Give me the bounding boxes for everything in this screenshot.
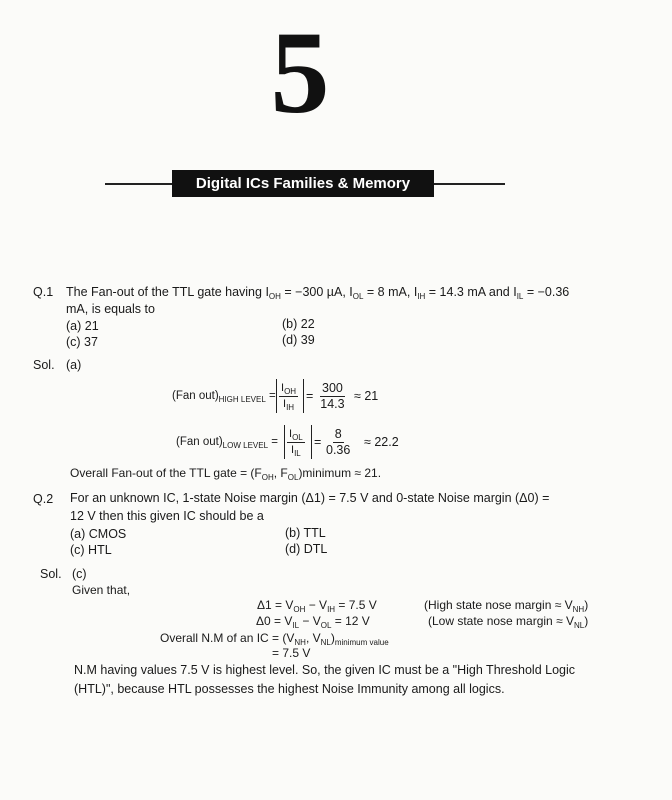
fanout-low-numeric <box>326 427 350 458</box>
text-segment: (Fan out) <box>176 436 223 448</box>
q1-sol-label: Sol. <box>33 358 55 372</box>
q1-option-c: (c) 37 <box>66 335 98 349</box>
text-segment: I <box>513 285 517 299</box>
subscript: OL <box>287 473 299 482</box>
subscript: NL <box>574 621 585 630</box>
note-low <box>428 613 588 629</box>
conclusion-line1: N.M having values 7.5 V is highest level. So, the given IC must be a "High Threshold Logic <box>74 663 576 677</box>
subscript: IL <box>294 449 301 458</box>
denominator: 0.36 <box>326 443 351 457</box>
q2-option-d: (d) DTL <box>285 542 328 556</box>
text-segment: The Fan-out of the TTL gate having <box>66 285 266 299</box>
q2-text-line2: 12 V then this given IC should be a <box>70 509 264 523</box>
q1-option-b: (b) 22 <box>282 317 315 331</box>
fanout-low-result: ≈ 22.2 <box>364 435 399 449</box>
subscript: IH <box>286 403 295 412</box>
subscript: HIGH LEVEL <box>218 395 266 404</box>
numerator <box>287 427 305 443</box>
q1-text-line1 <box>66 284 569 300</box>
fanout-high-numeric <box>320 381 345 412</box>
text-segment: I <box>413 285 418 299</box>
fanout-low-symbolic <box>287 427 305 458</box>
q2-option-a: (a) CMOS <box>70 527 127 541</box>
fanout-high-result: ≈ 21 <box>354 389 379 403</box>
subscript: OL <box>292 433 303 442</box>
denominator: 14.3 <box>320 397 345 411</box>
text-segment: I <box>281 382 285 394</box>
subscript: NL <box>320 638 331 647</box>
subscript: IH <box>417 292 426 301</box>
text-segment: Δ1 = V <box>257 598 294 612</box>
eq-overall-value: = 7.5 V <box>272 646 311 660</box>
eq-delta1 <box>257 597 377 613</box>
text-segment: , V <box>305 631 321 645</box>
text-segment: Δ0 = V <box>256 614 293 628</box>
subscript: NH <box>294 638 306 647</box>
q1-label: Q.1 <box>33 285 54 299</box>
text-segment: I <box>283 398 287 410</box>
subscript: IL <box>516 292 524 301</box>
divider-left <box>105 183 173 185</box>
subscript: OH <box>261 473 274 482</box>
equals: = <box>306 389 314 403</box>
q2-option-c: (c) HTL <box>70 543 112 557</box>
text-segment: = −300 µA, <box>280 285 350 299</box>
subscript: OL <box>352 292 364 301</box>
q2-answer: (c) <box>72 567 87 581</box>
subscript: NH <box>572 605 585 614</box>
conclusion-line2: (HTL)", because HTL possesses the highest Noise Immunity among all logics. <box>74 682 505 696</box>
text-segment: = <box>268 436 278 448</box>
text-segment: − V <box>299 614 321 628</box>
chapter-number: 5 <box>270 7 330 138</box>
text-segment: ) <box>330 631 335 645</box>
fanout-low-lhs <box>176 434 278 450</box>
given-that: Given that, <box>72 583 131 597</box>
q2-text-line1: For an unknown IC, 1-state Noise margin (Δ1) = 7.5 V and 0-state Noise margin (Δ0) = <box>70 491 550 505</box>
note-high <box>424 597 588 613</box>
q2-option-b: (b) TTL <box>285 526 326 540</box>
text-segment: = 14.3 mA and <box>425 285 514 299</box>
subscript: OH <box>284 387 297 396</box>
fanout-high-symbolic <box>279 381 298 412</box>
subscript: OL <box>320 621 332 630</box>
eq-overall-nm <box>160 630 389 646</box>
subscript: OH <box>293 605 306 614</box>
q1-text-line2: mA, is equals to <box>66 302 155 316</box>
text-segment: (Fan out) <box>172 390 219 402</box>
numerator <box>279 381 298 397</box>
text-segment: )minimum ≈ 21. <box>298 466 382 480</box>
eq-delta0 <box>256 613 370 629</box>
text-segment: (Low state nose margin ≈ V <box>428 614 574 628</box>
text-segment: = <box>265 390 276 402</box>
q1-option-d: (d) 39 <box>282 333 315 347</box>
q2-sol-label: Sol. <box>40 567 62 581</box>
chapter-title: Digital ICs Families & Memory <box>172 170 434 197</box>
q1-answer: (a) <box>66 358 82 372</box>
text-segment: I <box>349 285 353 299</box>
text-segment: I <box>265 285 269 299</box>
text-segment: I <box>291 444 295 456</box>
text-segment: , F <box>273 466 288 480</box>
subscript: minimum value <box>334 638 389 647</box>
numerator: 8 <box>334 427 342 441</box>
text-segment: ) <box>584 614 589 628</box>
subscript: IL <box>292 621 300 630</box>
numerator: 300 <box>322 381 343 395</box>
text-segment: Overall N.M of an IC = (V <box>160 631 295 645</box>
text-segment: I <box>289 428 293 440</box>
q2-label: Q.2 <box>33 492 54 506</box>
divider-right <box>433 183 505 185</box>
subscript: IH <box>327 605 336 614</box>
subscript: OH <box>268 292 281 301</box>
text-segment: ) <box>584 598 589 612</box>
denominator <box>283 397 294 412</box>
text-segment: = 7.5 V <box>335 598 377 612</box>
text-segment: − V <box>305 598 328 612</box>
text-segment: = 12 V <box>331 614 370 628</box>
text-segment: = −0.36 <box>523 285 570 299</box>
q1-option-a: (a) 21 <box>66 319 99 333</box>
text-segment: = 8 mA, <box>363 285 414 299</box>
text-segment: (High state nose margin ≈ V <box>424 598 573 612</box>
fanout-high-lhs <box>172 388 276 404</box>
subscript: LOW LEVEL <box>222 441 269 450</box>
equals: = <box>314 435 322 449</box>
denominator <box>291 443 301 458</box>
q1-overall <box>70 465 381 481</box>
text-segment: Overall Fan-out of the TTL gate = (F <box>70 466 262 480</box>
